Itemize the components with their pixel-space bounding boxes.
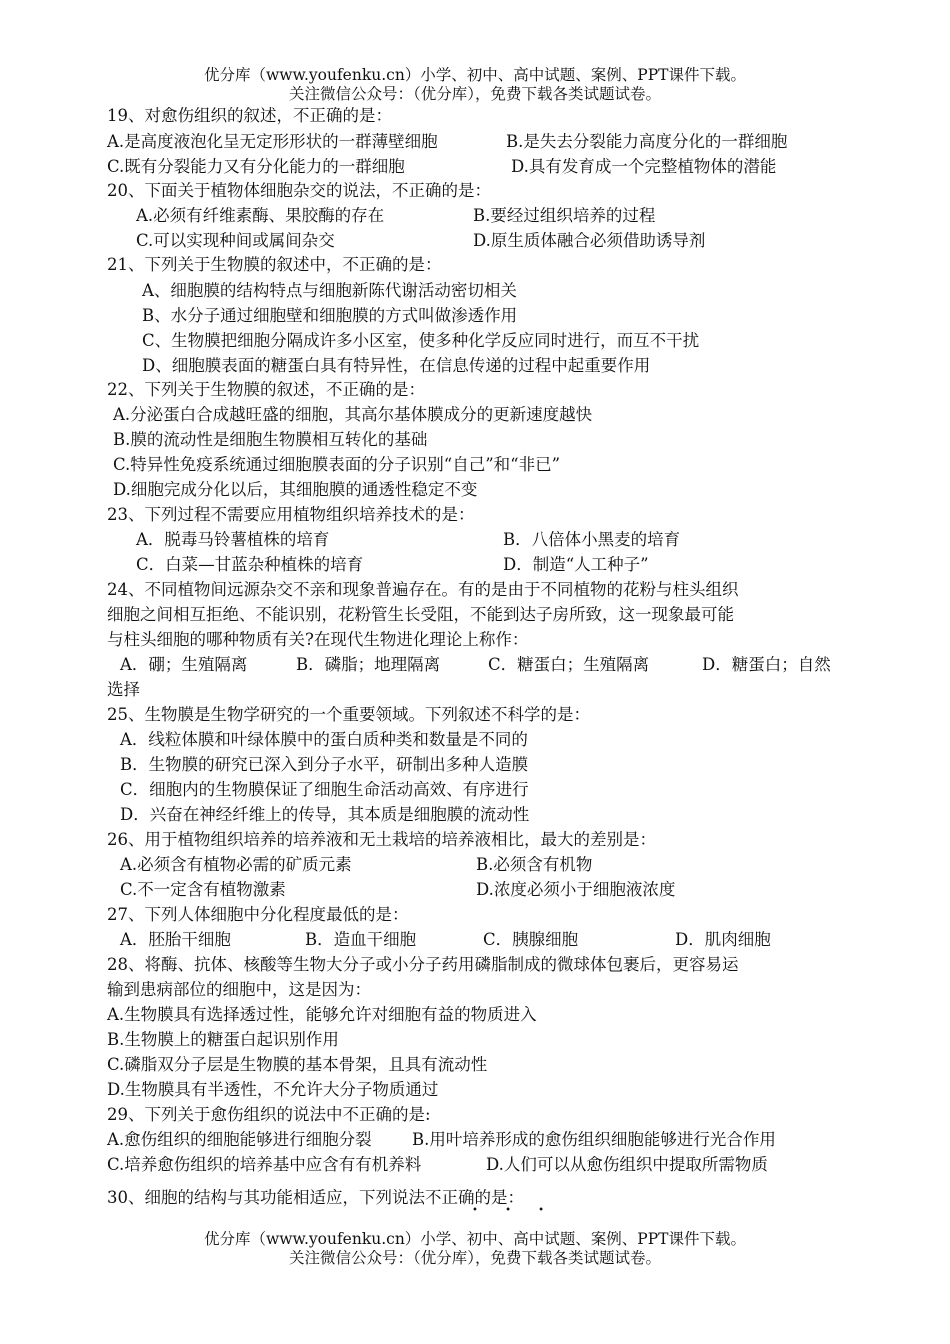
header-line-2: 关注微信公众号：（优分库），免费下载各类试题试卷。 (288, 85, 661, 103)
q28-option-a: A.生物膜具有选择透过性，能够允许对细胞有益的物质进入 (107, 1005, 537, 1024)
q19-option-d: D.具有发育成一个完整植物体的潜能 (511, 157, 777, 176)
q29-option-b: B.用叶培养形成的愈伤组织细胞能够进行光合作用 (412, 1130, 776, 1149)
q26-option-c: C.不一定含有植物激素 (120, 880, 286, 899)
q25-option-b: B．生物膜的研究已深入到分子水平，研制出多种人造膜 (120, 755, 529, 774)
q27-option-a: A．胚胎干细胞 (120, 930, 231, 949)
q29-option-a: A.愈伤组织的细胞能够进行细胞分裂 (107, 1130, 372, 1149)
q19-option-a: A.是高度液泡化呈无定形形状的一群薄壁细胞 (107, 132, 438, 151)
q20-option-b: B.要经过组织培养的过程 (473, 206, 656, 225)
q26-option-b: B.必须含有机物 (476, 855, 593, 874)
q24-option-d: D．糖蛋白；自然 (702, 655, 831, 674)
q19-option-c: C.既有分裂能力又有分化能力的一群细胞 (107, 157, 405, 176)
q21-option-a: A、细胞膜的结构特点与细胞新陈代谢活动密切相关 (142, 281, 517, 300)
q26-option-a: A.必须含有植物必需的矿质元素 (120, 855, 352, 874)
q22-stem: 22、下列关于生物膜的叙述，不正确的是： (107, 380, 425, 399)
q28-stem-line-2: 输到患病部位的细胞中，这是因为： (107, 980, 371, 999)
q24-stem-line-3: 与柱头细胞的哪种物质有关?在现代生物进化理论上称作： (107, 630, 529, 649)
q21-option-c: C、生物膜把细胞分隔成许多小区室，使多种化学反应同时进行，而互不干扰 (142, 331, 700, 350)
q19-option-b: B.是失去分裂能力高度分化的一群细胞 (506, 132, 788, 151)
q23-option-c: C．白菜—甘蓝杂种植株的培育 (136, 555, 364, 574)
q22-option-c: C.特异性免疫系统通过细胞膜表面的分子识别“自己”和“非已” (113, 455, 561, 474)
q22-option-d: D.细胞完成分化以后，其细胞膜的通透性稳定不变 (113, 480, 478, 499)
q27-stem: 27、下列人体细胞中分化程度最低的是： (107, 905, 409, 924)
q26-stem: 26、用于植物组织培养的培养液和无土栽培的培养液相比，最大的差别是： (107, 830, 656, 849)
q28-option-c: C.磷脂双分子层是生物膜的基本骨架，且具有流动性 (107, 1055, 488, 1074)
q27-option-c: C．胰腺细胞 (483, 930, 579, 949)
q28-stem-line-1: 28、将酶、抗体、核酸等生物大分子或小分子药用磷脂制成的微球体包裹后，更容易运 (107, 955, 739, 974)
header-line-1: 优分库（www.youfenku.cn）小学、初中、高中试题、案例、PPT课件下载。 (203, 66, 747, 84)
q22-option-b: B.膜的流动性是细胞生物膜相互转化的基础 (113, 430, 428, 449)
q21-stem: 21、下列关于生物膜的叙述中，不正确的是： (107, 255, 442, 274)
q20-option-d: D.原生质体融合必须借助诱导剂 (473, 231, 706, 250)
q25-stem: 25、生物膜是生物学研究的一个重要领域。下列叙述不科学的是： (107, 705, 590, 724)
q22-option-a: A.分泌蛋白合成越旺盛的细胞，其高尔基体膜成分的更新速度越快 (113, 405, 593, 424)
q20-option-c: C.可以实现种间或属间杂交 (136, 231, 335, 250)
q21-option-d: D、细胞膜表面的糖蛋白具有特异性，在信息传递的过程中起重要作用 (142, 356, 651, 375)
q20-option-a: A.必须有纤维素酶、果胶酶的存在 (136, 206, 385, 225)
q24-option-b: B．磷脂；地理隔离 (296, 655, 441, 674)
q23-stem: 23、下列过程不需要应用植物组织培养技术的是： (107, 505, 475, 524)
page-header (0, 66, 950, 104)
q26-option-d: D.浓度必须小于细胞液浓度 (476, 880, 676, 899)
q24-stem-line-1: 24、不同植物间远源杂交不亲和现象普遍存在。有的是由于不同植物的花粉与柱头组织 (107, 580, 739, 599)
q28-option-b: B.生物膜上的糖蛋白起识别作用 (107, 1030, 339, 1049)
q25-option-c: C．细胞内的生物膜保证了细胞生命活动高效、有序进行 (120, 780, 529, 799)
q25-option-d: D．兴奋在神经纤维上的传导，其本质是细胞膜的流动性 (120, 805, 530, 824)
q30-stem: 30、细胞的结构与其功能相适应，下列说法不正确的是： (107, 1188, 524, 1207)
page-footer (0, 1230, 950, 1268)
q25-option-a: A．线粒体膜和叶绿体膜中的蛋白质种类和数量是不同的 (120, 730, 528, 749)
q24-stem-line-2: 细胞之间相互拒绝、不能识别，花粉管生长受阻，不能到达子房所致，这一现象最可能 (107, 605, 734, 624)
q29-option-c: C.培养愈伤组织的培养基中应含有有机养料 (107, 1155, 422, 1174)
q29-option-d: D.人们可以从愈伤组织中提取所需物质 (486, 1155, 768, 1174)
q19-stem: 19、对愈伤组织的叙述，不正确的是： (107, 106, 392, 125)
q23-option-a: A．脱毒马铃薯植株的培育 (136, 530, 330, 549)
footer-line-2: 关注微信公众号：（优分库），免费下载各类试题试卷。 (288, 1249, 661, 1267)
q23-option-d: D．制造“人工种子” (503, 555, 649, 574)
q29-stem: 29、下列关于愈伤组织的说法中不正确的是: (107, 1105, 431, 1124)
emphasis-dots: • • • (472, 1205, 557, 1216)
q23-option-b: B．八倍体小黑麦的培育 (503, 530, 681, 549)
q24-option-c: C．糖蛋白；生殖隔离 (488, 655, 650, 674)
q24-option-a: A．硼；生殖隔离 (120, 655, 248, 674)
q21-option-b: B、水分子通过细胞壁和细胞膜的方式叫做渗透作用 (142, 306, 518, 325)
q27-option-d: D．肌肉细胞 (675, 930, 771, 949)
q24-option-d-continued: 选择 (107, 680, 140, 699)
q28-option-d: D.生物膜具有半透性，不允许大分子物质通过 (107, 1080, 439, 1099)
footer-line-1: 优分库（www.youfenku.cn）小学、初中、高中试题、案例、PPT课件下载。 (203, 1230, 747, 1248)
q27-option-b: B．造血干细胞 (305, 930, 417, 949)
q20-stem: 20、下面关于植物体细胞杂交的说法，不正确的是： (107, 181, 491, 200)
